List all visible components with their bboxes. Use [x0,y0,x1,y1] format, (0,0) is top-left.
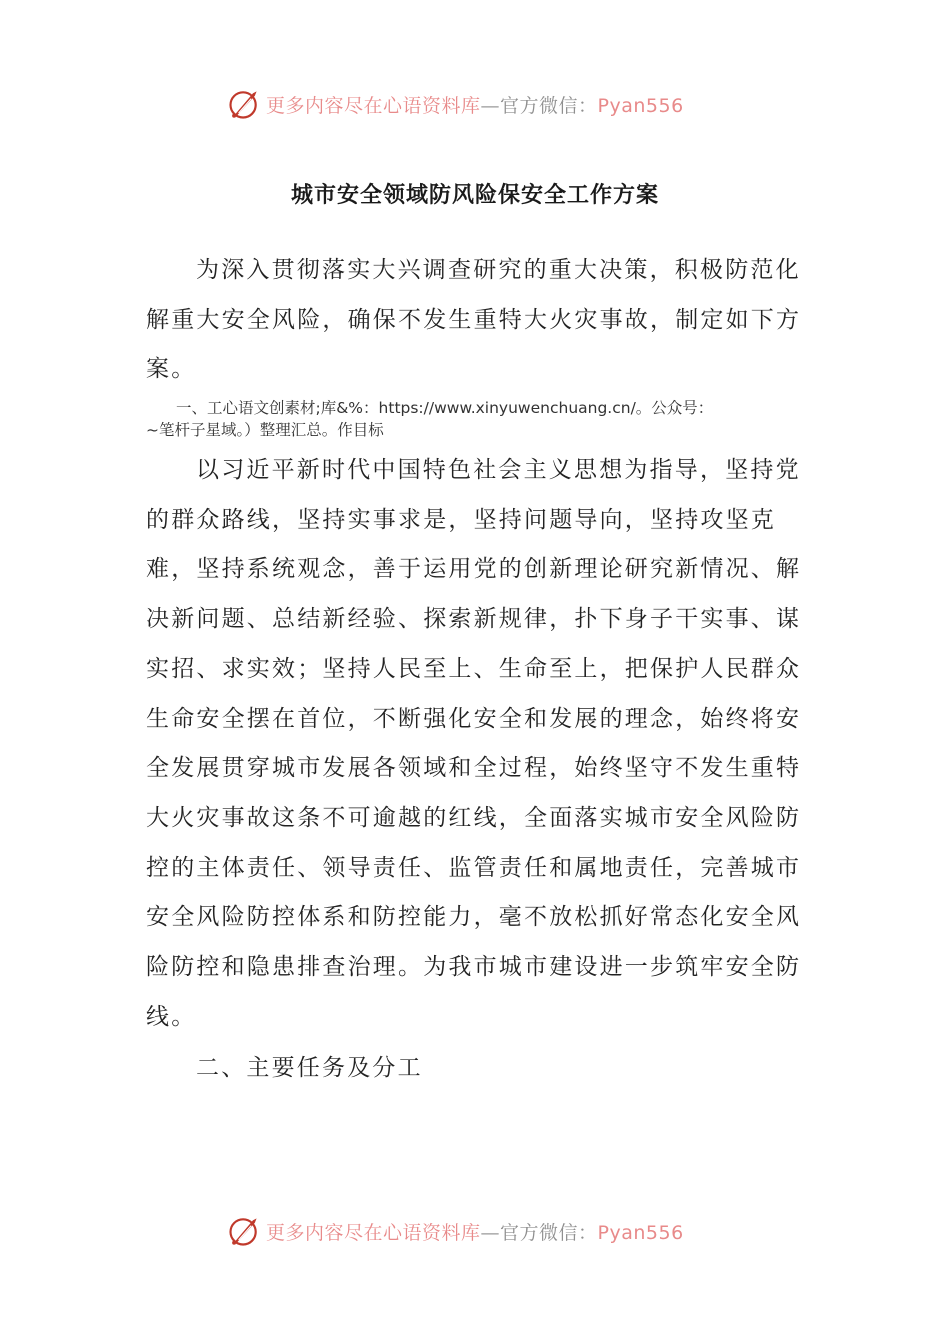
watermark-official-text: 官方微信： [500,94,598,117]
watermark-text [266,1218,684,1245]
watermark-wechat-id: Pyan556 [597,94,684,117]
document-title: 城市安全领域防风险保安全工作方案 [290,183,659,208]
source-note [146,397,806,441]
source-note-line-2: ~笔杆子星域。）整理汇总。作目标 [146,421,384,439]
body-paragraph: 以习近平新时代中国特色社会主义思想为指导，坚持党的群众路线，坚持实事求是，坚持问题导向，坚持攻坚克难，坚持系统观念，善于运用党的创新理论研究新情况、解决新问题、总结新经验、探索新规律，扑下身子干实事、谋实招、求实效；坚持人民至上、生命至上，把保护人民群众生命安全摆在首位，不断强化安全和发展的理念，始终将安全发展贯穿城市发展各领域和全过程，始终坚守不发生重特大火灾事故这条不可逾越的红线，全面落实城市安全风险防控的主体责任、领导责任、监管责任和属地责任，完善城市安全风险防控体系和防控能力，毫不放松抓好常态化安全风险防控和隐患排查治理。为我市城市建设进一步筑牢安全防线。 [146,457,802,1030]
intro-paragraph: 为深入贯彻落实大兴调查研究的重大决策，积极防范化解重大安全风险，确保不发生重特大火灾事故，制定如下方案。 [146,257,802,383]
quill-pen-icon [226,86,262,122]
watermark-text [266,91,684,118]
watermark-dash: — [480,94,501,117]
watermark-main-text: 更多内容尽在心语资料库 [266,1221,481,1244]
header-watermark [226,84,746,124]
watermark-dash: — [480,1221,501,1244]
section-heading-2: 二、主要任务及分工 [196,1055,423,1081]
watermark-official-text: 官方微信： [500,1221,598,1244]
watermark-main-text: 更多内容尽在心语资料库 [266,94,481,117]
quill-pen-icon [226,1213,262,1249]
watermark-wechat-id: Pyan556 [597,1221,684,1244]
footer-watermark [226,1211,746,1251]
source-note-line-1: 一、工心语文创素材;库&%：https://www.xinyuwenchuang.cn/。公众号： [176,399,714,417]
